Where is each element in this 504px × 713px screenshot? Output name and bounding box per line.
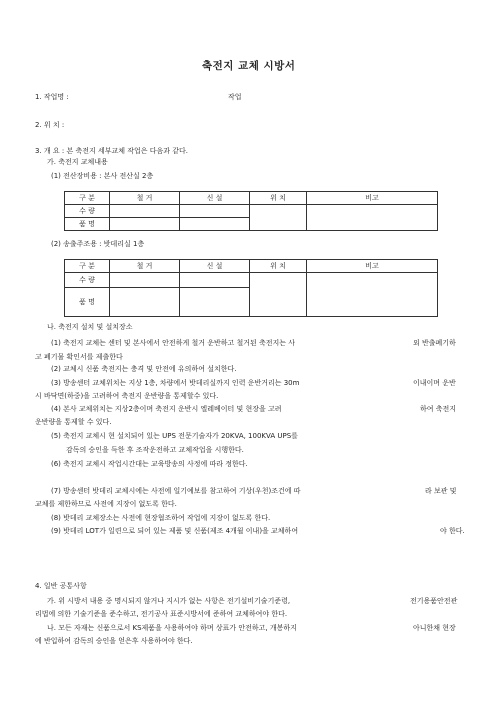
table-header-row xyxy=(65,192,438,205)
para-2: (2) 교체시 신품 축전지는 충격 및 안전에 유의하여 설치한다. xyxy=(51,365,237,373)
para-1-line-c: 고 폐기물 확인서를 제출한다 xyxy=(35,353,123,361)
general-ga-line-b: 전기용품안전관 xyxy=(410,597,458,605)
work-name-value: 작업 xyxy=(228,93,242,101)
para-4-line-a: (4) 본사 교체위치는 지상2층이며 축전지 운반시 엘레베이터 및 현장을 고려 xyxy=(51,405,282,413)
header-category: 구 분 xyxy=(65,192,110,205)
table-header-row xyxy=(65,260,438,273)
header-new-install: 신 설 xyxy=(180,260,250,273)
table-cell xyxy=(180,205,250,218)
replacement-table-1 xyxy=(64,191,438,231)
header-removal: 철 거 xyxy=(110,192,180,205)
row-label-product: 품 명 xyxy=(65,288,110,317)
table-cell xyxy=(307,273,438,317)
para-3-line-b: 이내이며 운반 xyxy=(413,379,456,387)
header-location: 위 치 xyxy=(250,192,307,205)
replacement-table-2 xyxy=(64,259,438,317)
table-row xyxy=(65,205,438,218)
para-9-line-a: (9) 밧데리 LOT가 일련으로 되어 있는 제품 및 신품(제조 4개월 이내)을 교체하여 xyxy=(51,527,299,535)
header-category: 구 분 xyxy=(65,260,110,273)
para-5-line-b: 감독의 승인을 득한 후 조작운전하고 교체작업을 시행한다. xyxy=(66,446,244,454)
para-9-line-b: 야 한다. xyxy=(440,527,465,535)
para-7-line-c: 교체를 제한하므로 사전에 지장이 없도록 한다. xyxy=(35,500,177,508)
para-4-line-b: 하여 축전지 xyxy=(420,405,457,413)
para-1-line-a: (1) 축전지 교체는 센터 및 본사에서 안전하게 철거 운반하고 철거된 축전지는 사 xyxy=(51,339,296,347)
table-cell xyxy=(180,288,250,317)
general-na-line-c: 에 반입하여 감독의 승인을 얻은후 사용하여야 한다. xyxy=(35,637,193,645)
table-cell xyxy=(180,218,250,231)
para-7-line-a: (7) 방송센터 밧데리 교체시에는 사전에 일기예보를 참고하여 기상(우천)조건에 따 xyxy=(51,487,301,495)
overview-line: 3. 개 요 : 본 축전지 세부교체 작업은 다음과 같다. xyxy=(35,147,189,155)
table1-caption: (1) 전산장비용 : 본사 전산실 2층 xyxy=(51,172,154,180)
section-na-heading: 나. 축전지 설치 및 설치장소 xyxy=(47,323,133,331)
table2-caption: (2) 송출주조용 : 밧데리실 1층 xyxy=(51,240,145,248)
para-6: (6) 축전지 교체시 작업시간대는 교육방송의 사정에 따라 정한다. xyxy=(51,460,248,468)
para-3-line-a: (3) 방송센터 교체위치는 지상 1층, 차량에서 밧데리실까지 인력 운반거리는 30m xyxy=(51,379,300,387)
table-cell xyxy=(110,205,180,218)
header-remarks: 비고 xyxy=(307,192,438,205)
location-label: 2. 위 치 : xyxy=(35,121,65,129)
general-ga-line-c: 리법에 의한 기술기준을 준수하고, 전기공사 표준시방서에 준하여 교체하여야 한다. xyxy=(35,610,288,618)
para-8: (8) 밧데리 교체장소는 사전에 현장협조하여 작업에 지장이 없도록 한다. xyxy=(51,514,271,522)
document-title: 축전지 교체 시방서 xyxy=(202,60,296,72)
table-cell xyxy=(110,218,180,231)
general-heading: 4. 일반 공통사항 xyxy=(35,582,87,590)
para-3-line-c: 시 바닥면(하중)을 고려하여 축전지 운반량을 통제할수 있다. xyxy=(35,392,219,400)
table-row xyxy=(65,273,438,288)
para-1-line-b: 외 반출폐기하 xyxy=(413,339,456,347)
row-label-quantity: 수 량 xyxy=(65,273,110,288)
general-ga-line-a: 가. 위 시방서 내용 중 명시되지 않거나 지시가 없는 사항은 전기설비기술기준령, xyxy=(47,597,291,605)
header-remarks: 비고 xyxy=(307,260,438,273)
table-cell xyxy=(250,205,307,231)
section-ga-heading: 가. 축전지 교체내용 xyxy=(47,158,108,166)
para-5-line-a: (5) 축전지 교체시 현 설치되어 있는 UPS 전문기술자가 20KVA, 100KVA UPS를 xyxy=(51,432,298,440)
header-new-install: 신 설 xyxy=(180,192,250,205)
row-label-quantity: 수 량 xyxy=(65,205,110,218)
table-cell xyxy=(110,273,180,288)
table-cell xyxy=(250,273,307,317)
header-removal: 철 거 xyxy=(110,260,180,273)
table-cell xyxy=(307,205,438,231)
table-cell xyxy=(180,273,250,288)
para-7-line-b: 라 보관 및 xyxy=(425,487,457,495)
row-label-product: 품 명 xyxy=(65,218,110,231)
header-location: 위 치 xyxy=(250,260,307,273)
para-4-line-c: 운반량을 통제할 수 있다. xyxy=(35,418,112,426)
general-na-line-a: 나. 모든 자재는 신품으로서 KS제품을 사용하여야 하며 상표가 안전하고, 개봉하지 xyxy=(47,624,297,632)
general-na-line-b: 아니한채 현장 xyxy=(413,624,456,632)
work-name-label: 1. 작업명 : xyxy=(35,93,69,101)
table-cell xyxy=(110,288,180,317)
